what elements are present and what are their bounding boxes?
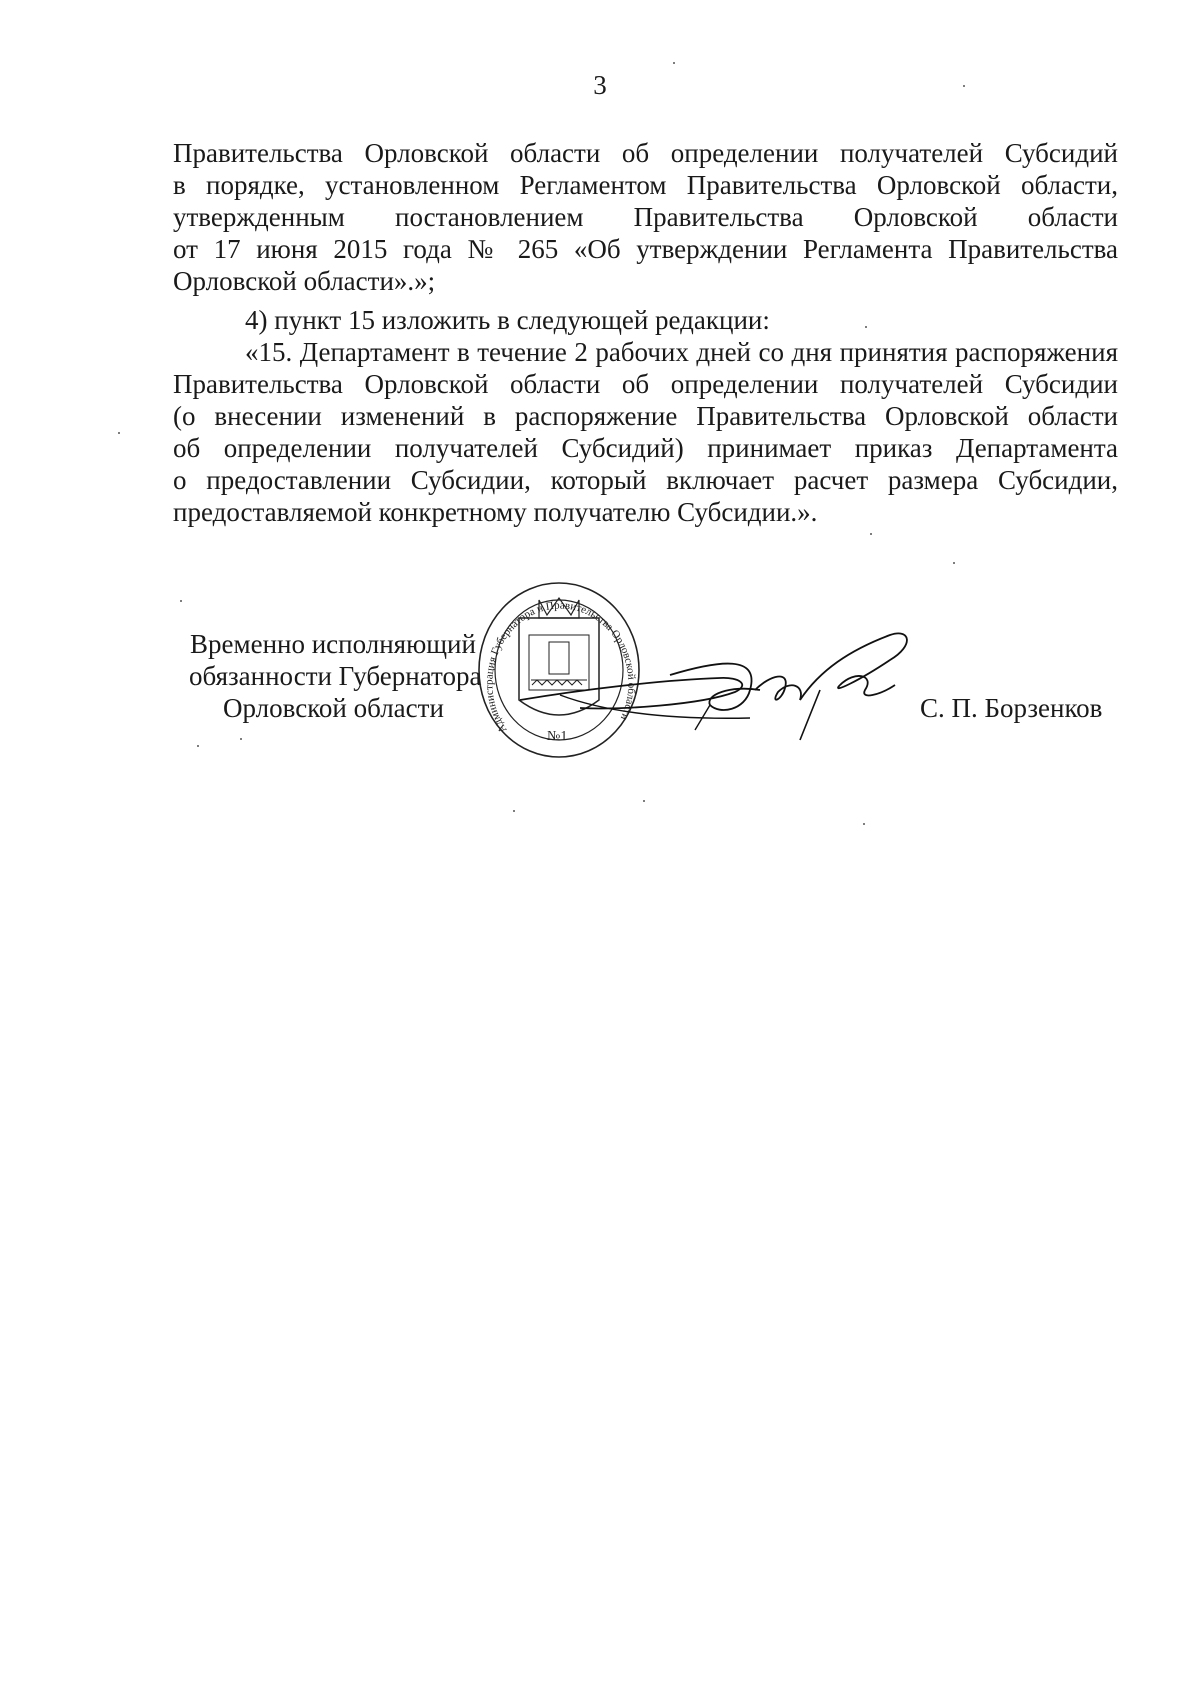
scan-speck xyxy=(963,85,965,87)
handwritten-signature xyxy=(520,630,940,760)
text-line: предоставляемой конкретному получателю Субсидии.». xyxy=(173,497,818,527)
svg-text:№1: №1 xyxy=(547,729,568,744)
scan-speck xyxy=(673,62,675,64)
scan-speck xyxy=(865,326,867,328)
signatory-name: С. П. Борзенков xyxy=(920,693,1103,723)
text-line: о предоставлении Субсидии, который включает расчет размера Субсидии, xyxy=(173,465,1118,495)
paragraph-item-4 xyxy=(173,304,1118,336)
text-line: «15. Департамент в течение 2 рабочих дней со дня принятия распоряжения xyxy=(245,337,1118,367)
text-line: (о внесении изменений в распоряжение Правительства Орловской области xyxy=(173,401,1118,431)
text-line: Орловской области».»; xyxy=(173,266,436,296)
svg-text:Администрация Губернатора и Пр: Администрация Губернатора и Правительства Орловской области xyxy=(483,599,638,735)
paragraph-continuation xyxy=(173,137,1118,297)
signatory-title-line-3: Орловской области xyxy=(223,693,444,723)
scan-speck xyxy=(870,533,872,535)
signatory-title-line-1: Временно исполняющий xyxy=(190,629,476,659)
scan-speck xyxy=(863,823,865,825)
signatory-title-line-2: обязанности Губернатора xyxy=(189,661,482,691)
scan-speck xyxy=(953,562,955,564)
text-line: в порядке, установленном Регламентом Правительства Орловской области, xyxy=(173,170,1118,200)
scan-speck xyxy=(513,810,515,812)
text-line: 4) пункт 15 изложить в следующей редакции: xyxy=(245,305,770,335)
scan-speck xyxy=(240,738,242,740)
text-line: от 17 июня 2015 года № 265 «Об утверждении Регламента Правительства xyxy=(173,234,1118,264)
page-number: 3 xyxy=(593,70,607,100)
scan-speck xyxy=(197,745,199,747)
text-line: об определении получателей Субсидий) принимает приказ Департамента xyxy=(173,433,1118,463)
scan-speck xyxy=(643,800,645,802)
text-line: Правительства Орловской области об определении получателей Субсидии xyxy=(173,369,1118,399)
text-line: Правительства Орловской области об определении получателей Субсидий xyxy=(173,138,1118,168)
text-line: утвержденным постановлением Правительства Орловской области xyxy=(173,202,1118,232)
scan-speck xyxy=(180,600,182,602)
paragraph-clause-15 xyxy=(173,336,1118,528)
scan-speck xyxy=(118,432,120,434)
